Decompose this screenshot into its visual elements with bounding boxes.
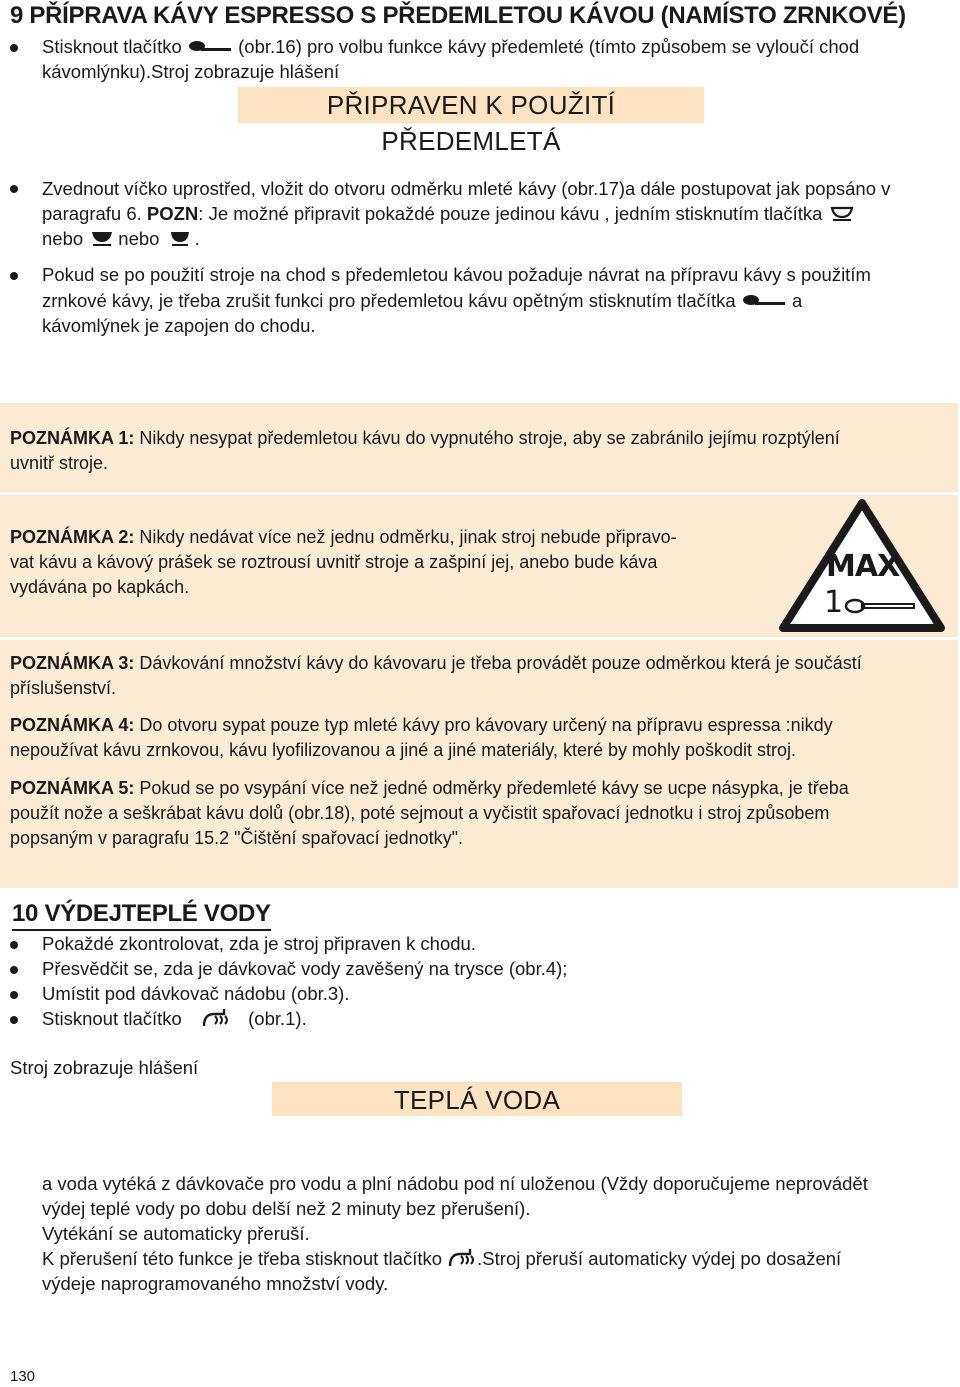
paragraph: Pokud se po použití stroje na chod s předemletou kávou požaduje návrat na přípravu kávy s použitím — [42, 264, 871, 285]
note-1: POZNÁMKA 1: Nikdy nesypat předemletou kávu do vypnutého stroje, aby se zabránilo jejímu rozptýlení uvnitř stroje. — [10, 428, 840, 473]
max-one-scoop-warning-icon — [778, 497, 946, 632]
ground-coffee-spoon-icon — [187, 36, 233, 61]
bullet — [10, 991, 18, 999]
hot-water-icon — [447, 1246, 477, 1274]
page-number: 130 — [10, 1368, 36, 1385]
section-10-title: 10 VÝDEJTEPLÉ VODY — [12, 900, 271, 931]
ground-coffee-spoon-icon — [741, 290, 787, 315]
spoon-icon — [844, 598, 916, 614]
bullet — [10, 1016, 18, 1024]
pozn-label: POZN — [146, 203, 199, 224]
big-cup-icon — [165, 228, 195, 253]
divider — [0, 492, 958, 495]
paragraph-continued: výdej teplé vody po dobu delší než 2 minuty bez přerušení). — [42, 1198, 531, 1219]
paragraph: Zvednout víčko uprostřed, vložit do otvoru odměrku mleté kávy (obr.17)a dále postupovat jak popsáno v — [42, 178, 891, 199]
display-message-predemleta: PŘIPRAVEN K POUŽITÍ PŘEDEMLETÁ — [238, 87, 704, 123]
display-message-tepla-voda: TEPLÁ VODA — [272, 1082, 682, 1116]
paragraph-continued: kávomlýnku).Stroj zobrazuje hlášení — [42, 61, 340, 82]
max-label: MAX — [826, 549, 900, 584]
paragraph-continued: zrnkové kávy, je třeba zrušit funkci pro předemletou kávu opětným stisknutím tlačítka a — [42, 288, 957, 315]
paragraph: Vytékání se automaticky přeruší. — [42, 1223, 310, 1244]
paragraph: a voda vytéká z dávkovače pro vodu a plní nádobu pod ní uloženou (Vždy doporučujeme neprovádět — [42, 1173, 868, 1194]
note-5: POZNÁMKA 5: Pokud se po vsypání více než jedné odměrky předemleté kávy se ucpe násypka, je třeba použít nože a seškrábat kávu dolů (obr.18), poté sejmout a vyčistit spařovací jednotku i stroj způsobem popsaným v paragrafu 15.2 "Čištění spařovací jednotky". — [10, 778, 849, 848]
paragraph-continued: výdeje naprogramovaného množství vody. — [42, 1273, 389, 1294]
bullet — [10, 966, 18, 974]
paragraph-continued: kávomlýnek je zapojen do chodu. — [42, 315, 316, 336]
section-9-title: 9 PŘÍPRAVA KÁVY ESPRESSO S PŘEDEMLETOU KÁVOU (NAMÍSTO ZRNKOVÉ) — [10, 2, 906, 29]
hot-water-icon — [201, 1006, 231, 1034]
one-label: 1 — [824, 585, 844, 620]
two-cups-icon — [88, 228, 118, 253]
note-2: POZNÁMKA 2: Nikdy nedávat více než jednu odměrku, jinak stroj nebude připravo- vat kávu a kávový prášek se roztrousí uvnitř stroje a zašpiní jej, anebo bude káva vydávána po kapkách. — [10, 527, 677, 597]
bullet — [10, 44, 18, 52]
bullet — [10, 941, 18, 949]
paragraph-continued: paragrafu 6. POZN: Je možné připravit pokaždé pouze jedinou kávu , jedním stisknutím tlačítka — [42, 201, 858, 228]
paragraph: K přerušení této funkce je třeba stisknout tlačítko .Stroj přeruší automaticky výdej po dosažení — [42, 1246, 957, 1274]
list-item: Umístit pod dávkovač nádobu (obr.3). — [42, 983, 350, 1004]
bullet — [10, 185, 18, 193]
bullet — [10, 272, 18, 280]
note-3: POZNÁMKA 3: Dávkování množství kávy do kávovaru je třeba provádět pouze odměrkou která je součástí příslušenství. — [10, 653, 862, 698]
paragraph-continued: nebo nebo . — [42, 226, 200, 253]
divider — [0, 637, 958, 640]
one-cup-icon — [828, 203, 858, 228]
paragraph: Stisknout tlačítko (obr.16) pro volbu funkce kávy předemleté (tímto způsobem se vyloučí chod — [42, 34, 957, 61]
list-item: Přesvědčit se, zda je dávkovač vody zavěšený na trysce (obr.4); — [42, 958, 568, 979]
display-intro: Stroj zobrazuje hlášení — [10, 1057, 199, 1078]
list-item: Stisknout tlačítko (obr.1). — [42, 1006, 307, 1034]
list-item: Pokaždé zkontrolovat, zda je stroj připraven k chodu. — [42, 933, 476, 954]
note-4: POZNÁMKA 4: Do otvoru sypat pouze typ mleté kávy pro kávovary určený na přípravu espressa :nikdy nepoužívat kávu zrnkovou, kávu lyofilizovanou a jiné a jiné materiály, které by mohly poškodit stroj. — [10, 715, 833, 760]
